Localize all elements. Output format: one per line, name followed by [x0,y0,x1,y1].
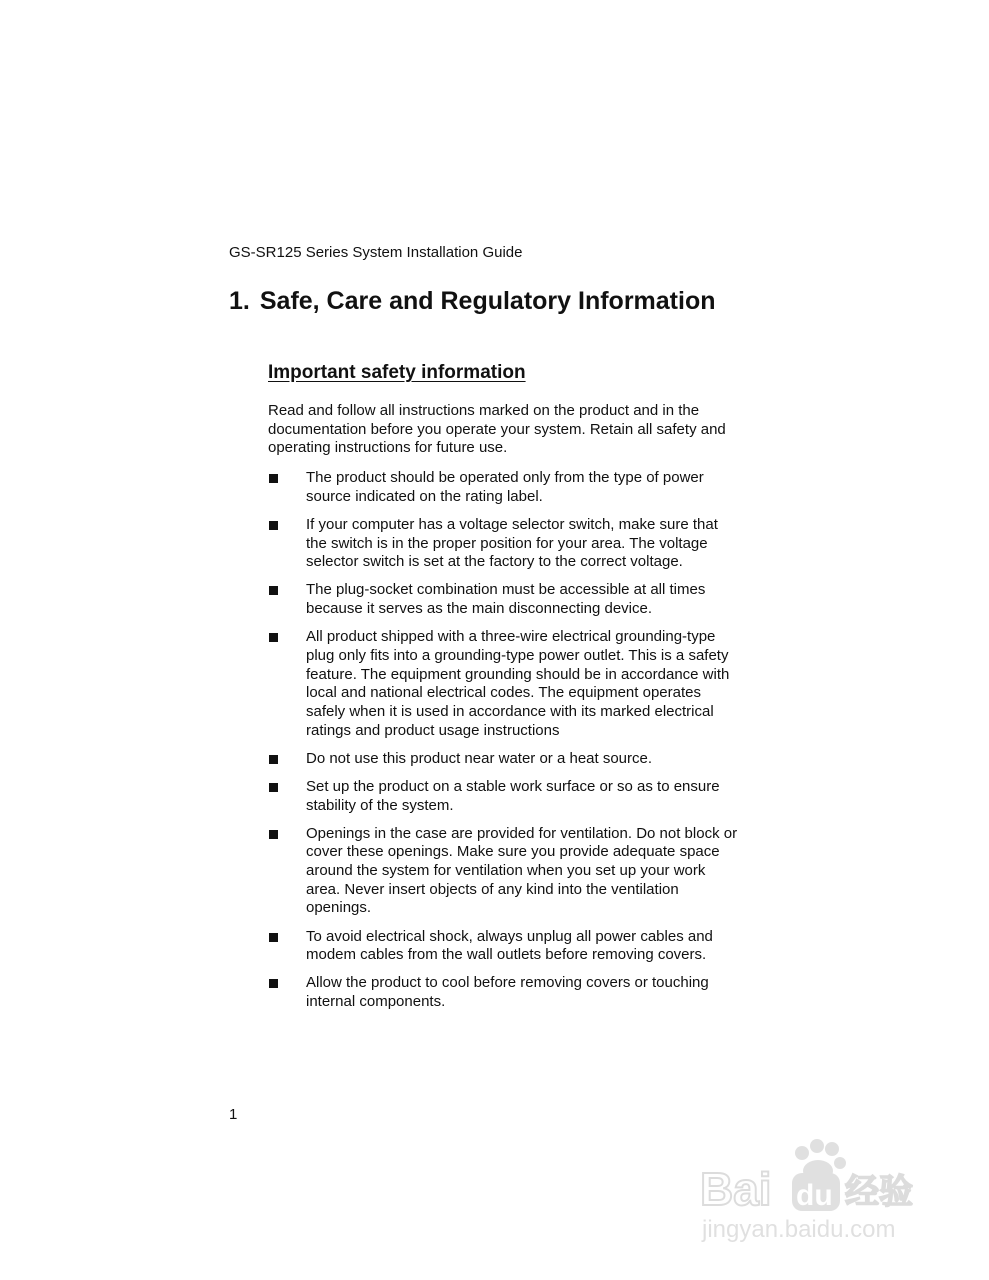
square-bullet-icon [269,474,278,483]
bullet-text: Do not use this product near water or a heat source. [306,749,653,767]
intro-paragraph: Read and follow all instructions marked on the product and in the documentation before you operate your system. Retain all safety and operating instructions for future use. [268,402,726,457]
svg-text:du: du [796,1179,833,1212]
square-bullet-icon [269,755,278,764]
svg-text:Bai: Bai [700,1163,772,1215]
safety-bullet-item [268,778,738,815]
square-bullet-icon [269,979,278,988]
bullet-text: Openings in the case are provided for ventilation. Do not block or cover these openings. Make sure you provide adequate space around the system for ventilation when you set up your work area. Never insert objects of any kind into the ventilation openings. [306,824,738,917]
square-bullet-icon [269,521,278,530]
bullet-text: All product shipped with a three-wire electrical grounding-type plug only fits into a grounding-type power outlet. This is a safety feature. The equipment grounding should be in accordance with local and national electrical codes. The equipment operates safely when it is used in accordance with its marked electrical ratings and product usage instructions [306,628,730,739]
chapter-title [229,284,716,318]
square-bullet-icon [269,586,278,595]
safety-bullet-item [268,581,738,618]
safety-bullet-item [268,628,738,740]
square-bullet-icon [269,783,278,792]
square-bullet-icon [269,830,278,839]
bullet-text: The plug-socket combination must be accessible at all times because it serves as the main disconnecting device. [306,581,706,617]
chapter-title-text: Safe, Care and Regulatory Information [259,287,716,315]
bullet-text: The product should be operated only from the type of power source indicated on the rating label. [306,469,704,505]
svg-text:经验: 经验 [845,1172,913,1212]
running-header: GS-SR125 Series System Installation Guide [229,244,523,261]
safety-bullet-item [268,974,738,1011]
chapter-number: 1. [229,287,250,315]
square-bullet-icon [269,633,278,642]
bullet-text: Allow the product to cool before removing covers or touching internal components. [306,974,709,1010]
safety-bullet-item [268,928,738,965]
bullet-text: To avoid electrical shock, always unplug all power cables and modem cables from the wall outlets before removing covers. [306,927,713,964]
square-bullet-icon [269,933,278,942]
bullet-text: Set up the product on a stable work surface or so as to ensure stability of the system. [306,777,720,814]
safety-bullet-item [268,750,738,769]
page-number: 1 [229,1106,238,1123]
safety-bullet-list [268,469,738,1021]
section-heading: Important safety information [268,362,526,383]
safety-bullet-item [268,825,738,919]
svg-text:jingyan.baidu.com: jingyan.baidu.com [702,1216,896,1243]
safety-bullet-item [268,516,738,572]
baidu-watermark-logo [700,1135,940,1245]
bullet-text: If your computer has a voltage selector switch, make sure that the switch is in the proper position for your area. The voltage selector switch is set at the factory to the correct voltage. [306,515,718,571]
safety-bullet-item [268,469,738,506]
